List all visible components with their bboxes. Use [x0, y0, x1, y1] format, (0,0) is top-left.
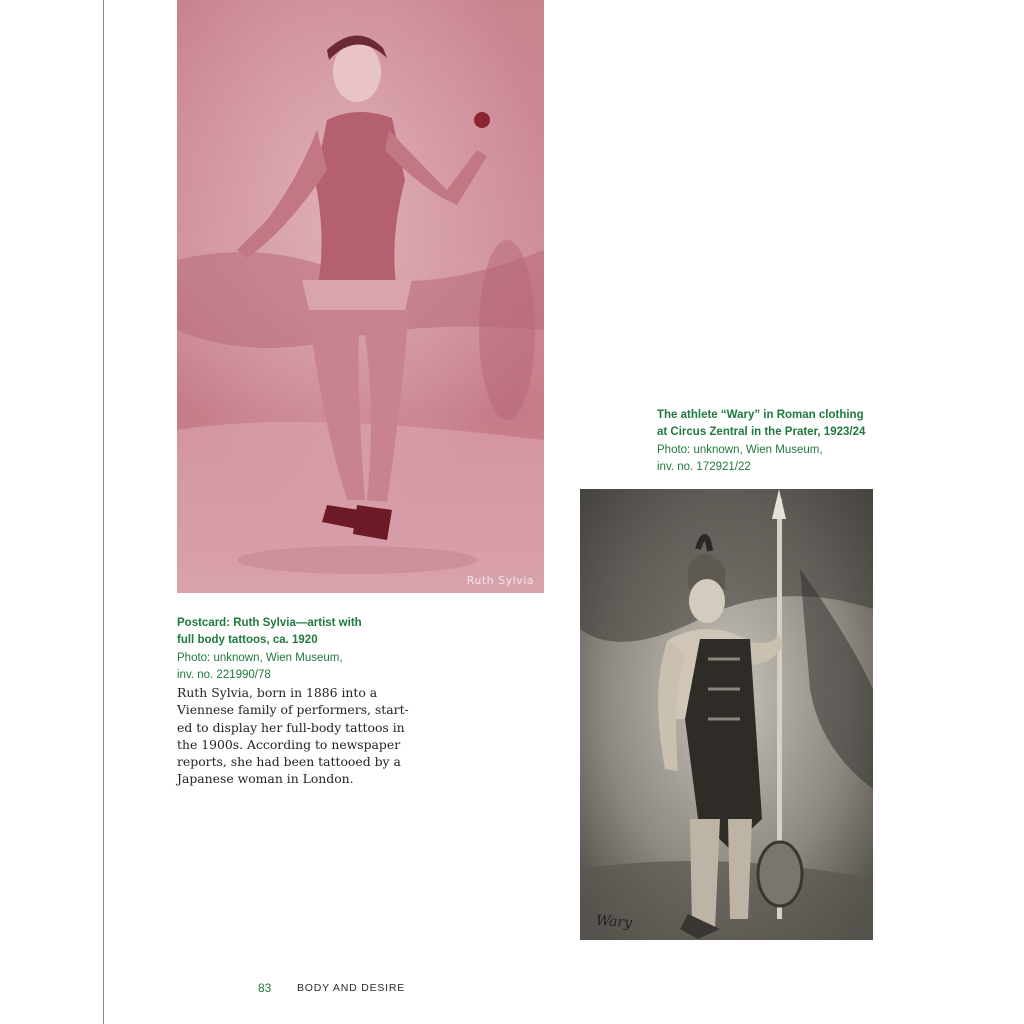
body-line: ed to display her full-body tattoos in — [177, 719, 405, 735]
tattooed-woman-photo-icon — [177, 0, 544, 593]
wary-athlete-photo — [580, 489, 873, 940]
caption-wary — [657, 407, 897, 476]
photo-inscription-wary: Wary — [595, 912, 633, 932]
body-line: reports, she had been tattooed by a — [177, 754, 401, 770]
caption-ruth-credit-line-1: Photo: unknown, Wien Museum, — [177, 651, 343, 664]
caption-ruth-title-line-1: Postcard: Ruth Sylvia—artist with — [177, 617, 362, 629]
roman-athlete-photo-icon — [580, 489, 873, 940]
caption-ruth-sylvia — [177, 615, 417, 684]
photo-inscription-ruth: Ruth Sylvia — [466, 574, 534, 587]
section-title: BODY AND DESIRE — [297, 982, 406, 994]
body-line: Ruth Sylvia, born in 1886 into a — [177, 685, 378, 700]
caption-ruth-title-line-2: full body tattoos, ca. 1920 — [177, 634, 318, 647]
page-binding-line — [103, 0, 104, 1024]
page-number: 83 — [258, 981, 272, 995]
caption-wary-credit-line-2: inv. no. 172921/22 — [657, 460, 751, 473]
caption-wary-credit-line-1: Photo: unknown, Wien Museum, — [657, 443, 823, 456]
caption-wary-title-line-2: at Circus Zentral in the Prater, 1923/24 — [657, 426, 866, 439]
body-paragraph — [177, 684, 409, 788]
caption-ruth-credit-line-2: inv. no. 221990/78 — [177, 668, 271, 681]
caption-wary-title-line-1: The athlete “Wary” in Roman clothing — [657, 409, 864, 421]
body-line: Viennese family of performers, start- — [177, 702, 409, 718]
ruth-sylvia-photo — [177, 0, 544, 593]
body-line: Japanese woman in London. — [177, 771, 354, 787]
body-line: the 1900s. According to newspaper — [177, 736, 401, 752]
